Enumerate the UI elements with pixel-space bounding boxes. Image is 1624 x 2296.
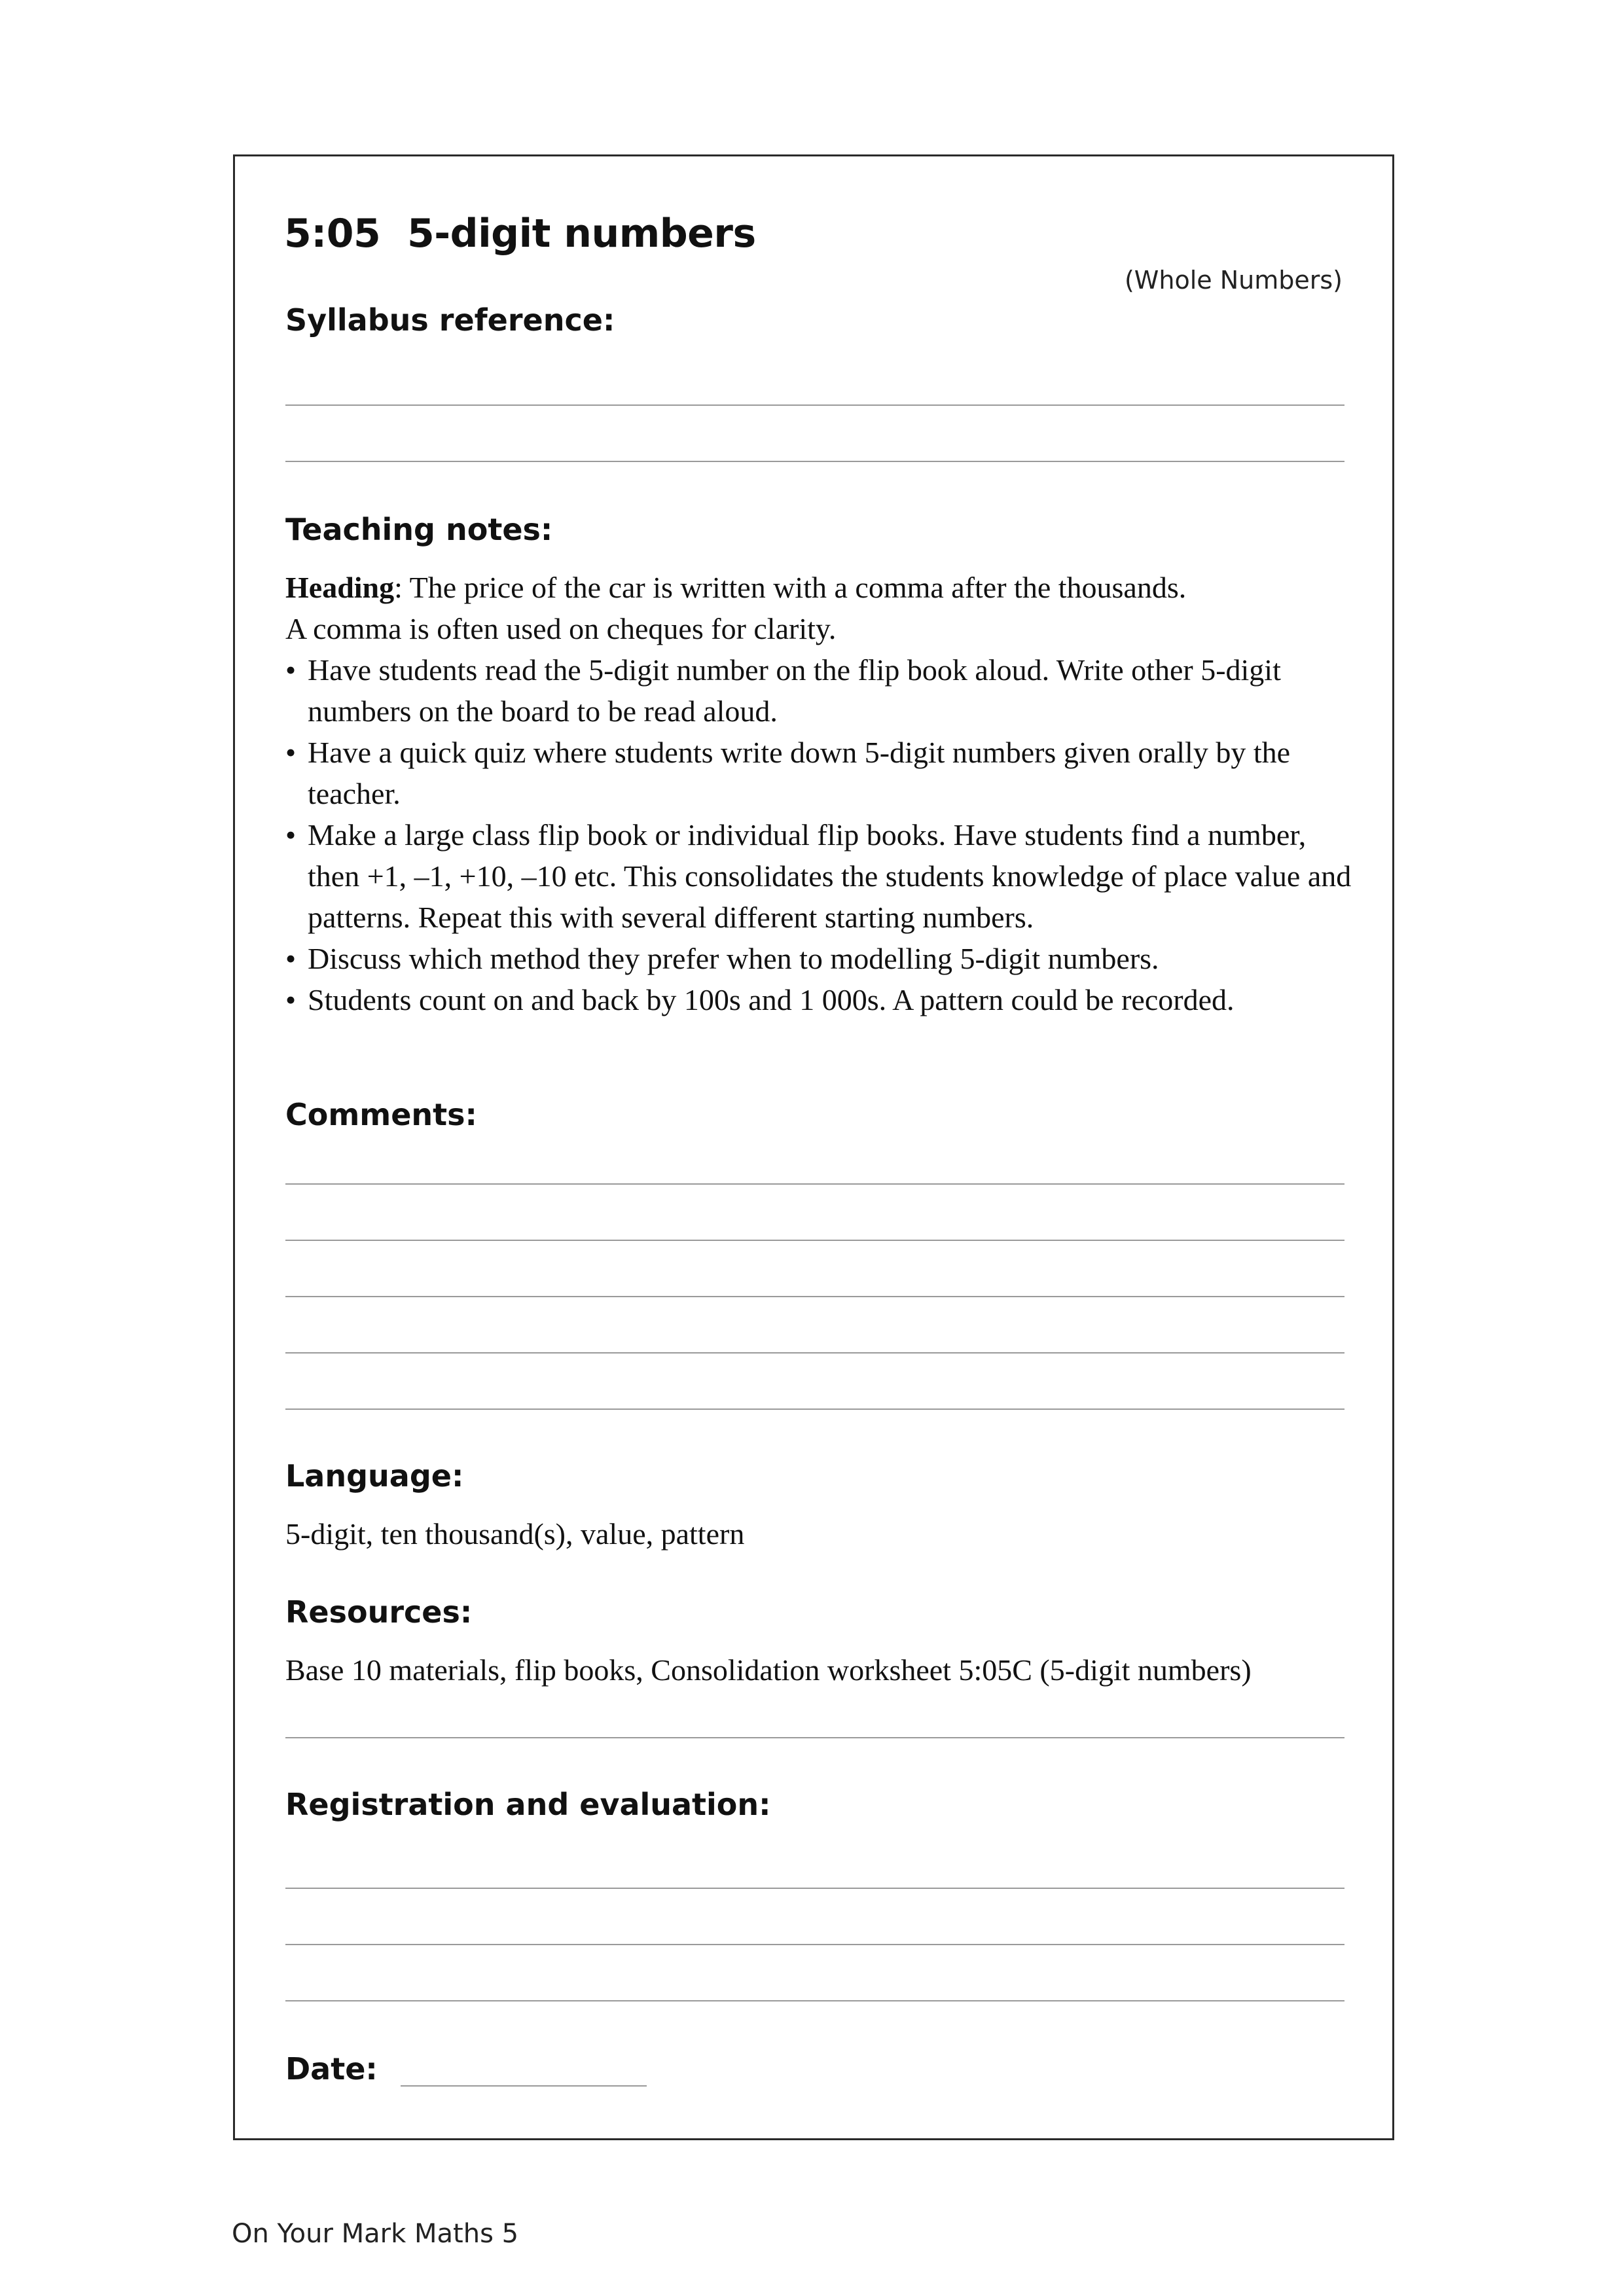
book-footer: On Your Mark Maths 5	[232, 2219, 519, 2249]
comments-heading: Comments:	[285, 1097, 477, 1132]
resources-heading: Resources:	[285, 1594, 473, 1630]
page-title: 5:05 5-digit numbers	[284, 211, 756, 257]
heading-note-text: : The price of the car is written with a comma after the thousands.	[394, 571, 1187, 604]
list-item: • Students count on and back by 100s and 1 000s. A pattern could be recorded.	[285, 979, 1359, 1020]
language-text: 5-digit, ten thousand(s), value, pattern	[285, 1517, 745, 1551]
syllabus-line-2[interactable]	[285, 461, 1344, 462]
date-field[interactable]	[401, 2085, 647, 2087]
date-label: Date:	[285, 2051, 378, 2087]
strand-label: (Whole Numbers)	[1124, 266, 1343, 295]
heading-note	[285, 567, 1359, 608]
list-item: • Discuss which method they prefer when to modelling 5-digit numbers.	[285, 938, 1359, 979]
syllabus-line-1[interactable]	[285, 404, 1344, 406]
registration-heading: Registration and evaluation:	[285, 1787, 771, 1822]
teaching-notes-heading: Teaching notes:	[285, 512, 553, 547]
comments-line-4[interactable]	[285, 1352, 1344, 1354]
registration-line-3[interactable]	[285, 2000, 1344, 2001]
heading-note-label: Heading	[285, 571, 395, 604]
teaching-notes-body	[285, 567, 1359, 1020]
comments-line-2[interactable]	[285, 1240, 1344, 1241]
resources-line[interactable]	[285, 1737, 1344, 1738]
resources-text: Base 10 materials, flip books, Consolidation worksheet 5:05C (5-digit numbers)	[285, 1653, 1252, 1687]
teaching-bullet-list	[285, 649, 1359, 1020]
language-heading: Language:	[285, 1458, 464, 1494]
comments-line-1[interactable]	[285, 1183, 1344, 1185]
syllabus-heading: Syllabus reference:	[285, 302, 615, 338]
heading-note-line2: A comma is often used on cheques for clarity.	[285, 612, 837, 645]
page-frame	[233, 154, 1394, 2140]
list-item: • Make a large class flip book or individual flip books. Have students find a number, then +1, –1, +10, –10 etc. This consolidates the students knowledge of place value and patterns. Repeat this with several different starting numbers.	[285, 814, 1359, 938]
list-item: • Have a quick quiz where students write down 5-digit numbers given orally by the teacher.	[285, 732, 1359, 814]
registration-line-2[interactable]	[285, 1944, 1344, 1945]
registration-line-1[interactable]	[285, 1888, 1344, 1889]
comments-line-5[interactable]	[285, 1408, 1344, 1410]
list-item: • Have students read the 5-digit number on the flip book aloud. Write other 5-digit numbers on the board to be read aloud.	[285, 649, 1359, 732]
comments-line-3[interactable]	[285, 1296, 1344, 1297]
